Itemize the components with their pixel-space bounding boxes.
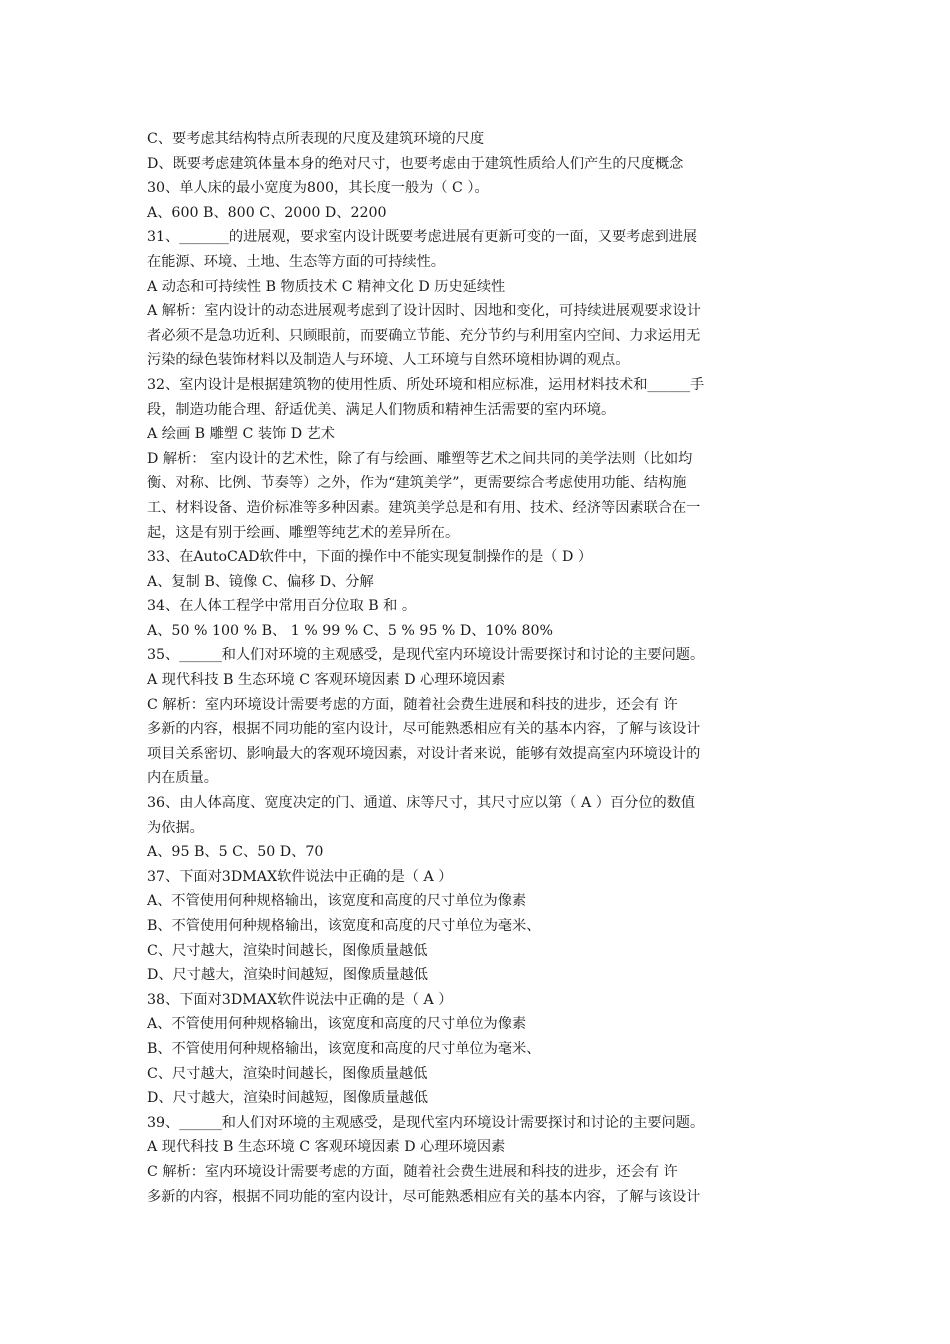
text-line: 段，制造功能合理、舒适优美、满足人们物质和精神生活需要的室内环境。 bbox=[147, 401, 616, 418]
text-line: D、尺寸越大，渲染时间越短，图像质量越低 bbox=[147, 967, 428, 984]
text-line: D、既要考虑建筑体量本身的绝对尺寸，也要考虑由于建筑性质给人们产生的尺度概念 bbox=[147, 155, 684, 172]
text-line: 30、单人床的最小宽度为800，其长度一般为（ C ）。 bbox=[147, 180, 489, 197]
text-line: 37、下面对3DMAX软件说法中正确的是（ A ） bbox=[147, 868, 453, 885]
text-line: C 解析：室内环境设计需要考虑的方面，随着社会费生进展和科技的进步，还会有 许 bbox=[147, 696, 678, 713]
text-line: C、要考虑其结构特点所表现的尺度及建筑环境的尺度 bbox=[147, 131, 485, 147]
text-line: A、复制 B、镜像 C、偏移 D、分解 bbox=[147, 573, 374, 590]
text-line: A 解析：室内设计的动态进展观考虑到了设计因时、因地和变化，可持续进展观要求设计 bbox=[147, 303, 701, 320]
text-line: 起，这是有别于绘画、雕塑等纯艺术的差异所在。 bbox=[147, 524, 460, 541]
document-text-block bbox=[147, 127, 807, 1209]
text-line: 34、在人体工程学中常用百分位取 B 和 。 bbox=[147, 598, 417, 615]
text-line: 内在质量。 bbox=[147, 770, 218, 787]
text-line: B、不管使用何种规格输出，该宽度和高度的尺寸单位为毫米、 bbox=[147, 1040, 541, 1057]
text-line: 39、______和人们对环境的主观感受，是现代室内环境设计需要探讨和讨论的主要问题。 bbox=[147, 1114, 705, 1131]
text-line: A、不管使用何种规格输出，该宽度和高度的尺寸单位为像素 bbox=[147, 1016, 527, 1033]
text-line: 为依据。 bbox=[147, 819, 204, 836]
text-line: 在能源、环境、土地、生态等方面的可持续性。 bbox=[147, 253, 445, 270]
text-line: 38、下面对3DMAX软件说法中正确的是（ A ） bbox=[147, 991, 453, 1008]
text-line: A、不管使用何种规格输出，该宽度和高度的尺寸单位为像素 bbox=[147, 893, 527, 910]
text-line: 36、由人体高度、宽度决定的门、通道、床等尺寸，其尺寸应以第（ A ）百分位的数值 bbox=[147, 795, 696, 812]
text-line: 33、在AutoCAD软件中，下面的操作中不能实现复制操作的是（ D ） bbox=[147, 549, 593, 566]
text-line: 多新的内容，根据不同功能的室内设计，尽可能熟悉相应有关的基本内容，了解与该设计 bbox=[147, 721, 701, 738]
text-line: D、尺寸越大，渲染时间越短，图像质量越低 bbox=[147, 1090, 428, 1107]
text-line: A 现代科技 B 生态环境 C 客观环境因素 D 心理环境因素 bbox=[147, 672, 506, 689]
text-line: 者必须不是急功近利、只顾眼前，而要确立节能、充分节约与利用室内空间、力求运用无 bbox=[147, 327, 701, 344]
text-line: A、95 B、5 C、50 D、70 bbox=[147, 844, 324, 861]
text-line: 35、______和人们对环境的主观感受，是现代室内环境设计需要探讨和讨论的主要问题。 bbox=[147, 647, 705, 664]
text-line: 污染的绿色装饰材料以及制造人与环境、人工环境与自然环境相协调的观点。 bbox=[147, 352, 630, 369]
text-line: C 解析：室内环境设计需要考虑的方面，随着社会费生进展和科技的进步，还会有 许 bbox=[147, 1163, 678, 1180]
text-line: D 解析： 室内设计的艺术性，除了有与绘画、雕塑等艺术之间共同的美学法则（比如均 bbox=[147, 450, 693, 467]
text-line: A、600 B、800 C、2000 D、2200 bbox=[147, 204, 387, 221]
text-line: A 现代科技 B 生态环境 C 客观环境因素 D 心理环境因素 bbox=[147, 1139, 506, 1156]
text-line: 多新的内容，根据不同功能的室内设计，尽可能熟悉相应有关的基本内容，了解与该设计 bbox=[147, 1188, 701, 1205]
text-line: 项目关系密切、影响最大的客观环境因素，对设计者来说，能够有效提高室内环境设计的 bbox=[147, 745, 701, 762]
text-line: C、尺寸越大，渲染时间越长，图像质量越低 bbox=[147, 942, 428, 959]
text-line: A 动态和可持续性 B 物质技术 C 精神文化 D 历史延续性 bbox=[147, 278, 506, 295]
text-line: 32、室内设计是根据建筑物的使用性质、所处环境和相应标准，运用材料技术和______手 bbox=[147, 376, 705, 393]
text-line: A 绘画 B 雕塑 C 装饰 D 艺术 bbox=[147, 426, 335, 443]
text-line: A、50 % 100 % B、 1 % 99 % C、5 % 95 % D、10% 80% bbox=[147, 622, 554, 639]
text-line: B、不管使用何种规格输出，该宽度和高度的尺寸单位为毫米、 bbox=[147, 918, 541, 934]
text-line: C、尺寸越大，渲染时间越长，图像质量越低 bbox=[147, 1065, 428, 1082]
text-line: 衡、对称、比例、节奏等）之外，作为“建筑美学”，更需要综合考虑使用功能、结构施 bbox=[147, 475, 687, 492]
text-line: 工、材料设备、造价标准等多种因素。建筑美学总是和有用、技术、经济等因素联合在一 bbox=[147, 499, 701, 516]
text-line: 31、_______的进展观，要求室内设计既要考虑进展有更新可变的一面，又要考虑到进展 bbox=[147, 229, 698, 246]
